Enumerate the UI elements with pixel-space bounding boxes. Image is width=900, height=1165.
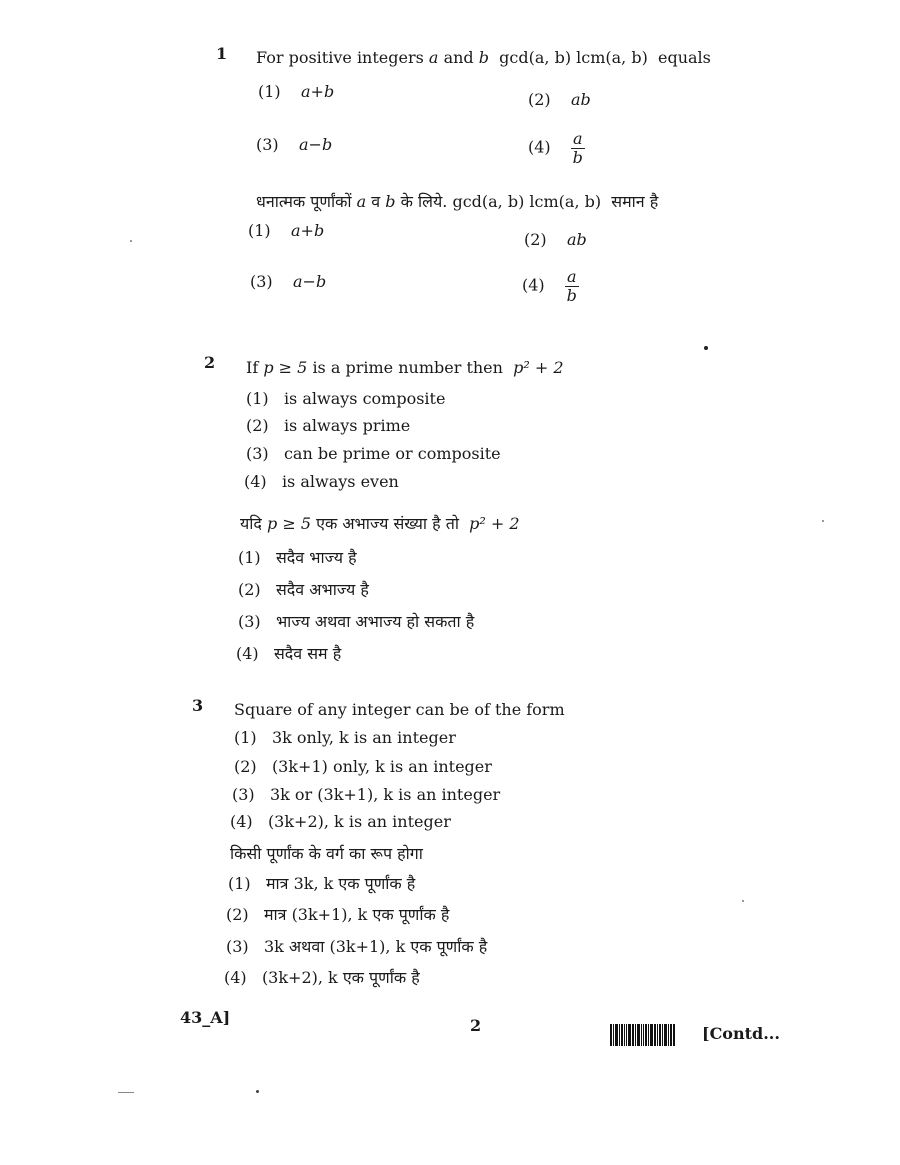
option-text: a+b [291,221,325,240]
option-number: (3) [226,937,249,956]
q2-cond: p ≥ 5 [263,358,308,377]
option-text: सदैव अभाज्य है [275,580,369,599]
option-number: (3) [232,785,255,804]
q3-hi-option-2 [226,903,449,925]
q2-stem-hi [240,512,520,534]
option-number: (3) [256,135,279,154]
option-text: (3k+1) only, k is an integer [271,757,492,776]
q1-stem-en-post: equals [658,48,711,67]
option-number: (4) [522,275,545,295]
option-text: a−b [299,135,333,154]
option-number: (3) [250,272,273,291]
q1-hi-option-3 [250,272,326,291]
q1-expr-hi: gcd(a, b) lcm(a, b) [452,192,602,211]
q2-stem-en-pre: If [246,358,259,377]
q3-en-option-2 [234,757,492,776]
option-number: (2) [524,230,547,249]
continued-label: [Contd... [702,1024,780,1043]
option-text: सदैव भाज्य है [275,548,357,567]
option-text: 3k or (3k+1), k is an integer [269,785,501,804]
q1-hi-and: व [371,192,381,211]
q2-expr: p² + 2 [513,358,564,377]
option-number: (4) [230,812,253,831]
q1-en-option-2 [528,90,591,109]
q2-hi-option-1 [238,546,357,568]
q1-stem-en-pre: For positive integers [256,48,424,67]
q2-stem-hi-pre: यदि [240,514,262,533]
q3-hi-option-1 [228,872,415,894]
q2-hi-option-4 [236,642,341,664]
q2-stem-en-mid: is a prime number then [312,358,503,377]
option-number: (1) [258,82,281,101]
option-number: (1) [228,874,251,893]
option-text: (3k+2), k एक पूर्णांक है [261,968,420,987]
q2-hi-option-3 [238,610,474,632]
q1-stem-hi-pre: धनात्मक पूर्णांकों [256,192,352,211]
option-text: ab [567,230,587,249]
q1-hi-option-2 [524,230,587,249]
scan-speck [742,900,744,902]
q1-hi-var-b: b [385,192,396,211]
option-number: (4) [224,968,247,987]
paper-code: 43_A] [180,1008,231,1027]
option-number: (2) [246,416,269,435]
scan-speck [704,346,708,350]
option-number: (2) [226,905,249,924]
scan-speck [256,1090,259,1093]
q1-en-option-1 [258,82,334,101]
scan-speck [118,1092,134,1093]
q1-var-b: b [478,48,489,67]
option-number: (3) [246,444,269,463]
q1-stem-en [256,48,711,67]
option-text: a−b [293,272,327,291]
option-number: (1) [248,221,271,240]
option-number: (4) [236,644,259,663]
q2-hi-expr: p² + 2 [469,514,520,533]
option-number: (3) [238,612,261,631]
option-text: मात्र 3k, k एक पूर्णांक है [265,874,416,893]
option-text: can be prime or composite [283,444,501,463]
q2-en-option-4 [244,472,399,491]
option-text: is always even [281,472,399,491]
q3-en-option-4 [230,812,451,831]
q2-hi-cond: p ≥ 5 [267,514,312,533]
q2-en-option-3 [246,444,501,463]
q2-en-option-1 [246,389,445,408]
fraction: $\frac{a}{b}$ [572,129,583,167]
q2-hi-option-2 [238,578,369,600]
q1-var-a: a [428,48,439,67]
barcode-image [610,1024,676,1046]
q1-en-option-3 [256,135,332,154]
option-text: 3k only, k is an integer [271,728,456,747]
option-text: 3k अथवा (3k+1), k एक पूर्णांक है [263,937,488,956]
option-number: (1) [246,389,269,408]
q1-number: 1 [216,44,228,63]
q1-stem-hi-post: समान है [611,192,659,211]
q3-hi-option-4 [224,966,420,988]
q1-stem-hi [256,190,658,212]
option-text: (3k+2), k is an integer [267,812,451,831]
page-number: 2 [470,1016,482,1035]
fraction: $\frac{a}{b}$ [566,267,577,305]
q3-number: 3 [192,696,204,715]
option-text: is always composite [283,389,446,408]
q3-stem-en: Square of any integer can be of the form [234,700,565,719]
option-number: (1) [234,728,257,747]
option-text: a+b [301,82,335,101]
q1-hi-mid: के लिये. [400,192,448,211]
option-text: ab [571,90,591,109]
option-number: (1) [238,548,261,567]
option-number: (4) [244,472,267,491]
option-number: (2) [528,90,551,109]
q1-hi-var-a: a [356,192,367,211]
q2-number: 2 [204,353,216,372]
q2-stem-en [246,358,564,377]
q1-hi-option-4 [522,268,579,304]
option-number: (2) [234,757,257,776]
q1-and: and [443,48,474,67]
option-text: सदैव सम है [273,644,342,663]
option-number: (4) [528,137,551,157]
q2-stem-hi-mid: एक अभाज्य संख्या है तो [316,514,459,533]
scan-speck [822,520,824,522]
option-text: is always prime [283,416,411,435]
option-number: (2) [238,580,261,599]
q1-hi-option-1 [248,221,324,240]
q3-en-option-1 [234,728,456,747]
q3-hi-option-3 [226,935,487,957]
option-text: मात्र (3k+1), k एक पूर्णांक है [263,905,450,924]
q1-expr-en: gcd(a, b) lcm(a, b) [499,48,648,67]
scan-speck [130,240,132,242]
option-text: भाज्य अथवा अभाज्य हो सकता है [275,612,475,631]
q1-en-option-4 [528,130,585,166]
q3-en-option-3 [232,785,500,804]
q2-en-option-2 [246,416,410,435]
q3-stem-hi: किसी पूर्णांक के वर्ग का रूप होगा [230,844,423,863]
